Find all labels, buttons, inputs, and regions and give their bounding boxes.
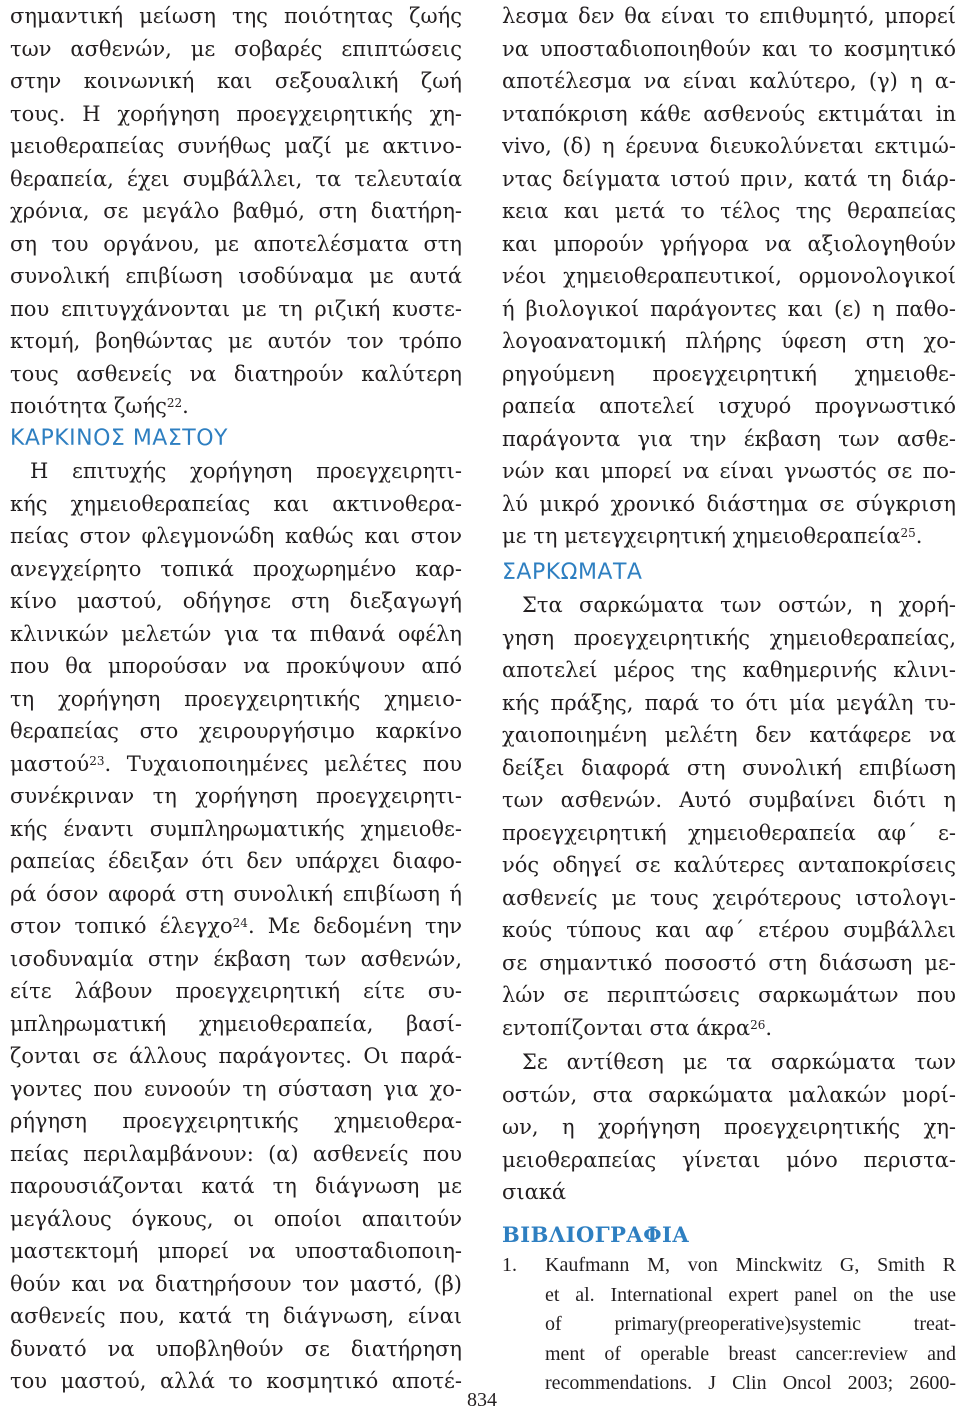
reference-line: recommendations. J Clin Oncol 2003; 2600-	[545, 1372, 956, 1394]
text-line: συνέκριναν τη χορήγηση προεγχειρητι-	[10, 784, 462, 808]
page-number: 834	[467, 1389, 497, 1411]
text-line: κλινικών μελετών για τα πιθανά οφέλη	[10, 621, 462, 646]
text-line: κεια και μετά το τέλος της θεραπείας	[502, 199, 956, 223]
text-line: ρήγηση προεγχειρητικής χημειοθερα-	[10, 1109, 462, 1133]
text-line: κής έναντι συμπληρωματικής χημειοθε-	[10, 816, 462, 841]
citation-23: 23	[89, 753, 105, 768]
text-line: νός οδηγεί σε καλύτερες ανταποκρίσεις	[502, 853, 956, 877]
citation-24: 24	[232, 916, 248, 930]
text-line: μειοθεραπείας γίνεται μόνο περιστα-	[502, 1147, 956, 1172]
text-line: θούν και να διατηρήσουν τον μαστό, (β)	[10, 1271, 462, 1296]
text-line: να υποσταδιοποιηθούν και το κοσμητικό	[502, 36, 956, 61]
text-line: κίνο μαστού, οδήγησε στη διεξαγωγή	[10, 589, 462, 613]
citation-22: 22	[166, 396, 183, 410]
text-fragment: με τη μετεγχειρητική χημειοθεραπεία	[502, 524, 901, 548]
text-line: παράγοντα για την έκβαση των ασθε-	[502, 426, 956, 451]
text-line: νταπόκριση κάθε ασθενούς εκτιμάται in	[502, 101, 956, 126]
paragraph-sarcomas	[502, 589, 956, 1044]
left-column	[10, 0, 462, 1398]
text-fragment: μαστού	[10, 751, 90, 776]
text-line: ζονται σε άλλους παράγοντες. Οι παρά-	[10, 1044, 462, 1068]
text-line: ρά όσον αφορά στη συνολική επιβίωση ή	[10, 881, 462, 906]
text-fragment: στον τοπικό έλεγχο	[10, 914, 233, 938]
text-line: ων, η χορήγηση προεγχειρητικής χη-	[502, 1115, 956, 1139]
text-line: λογοανατομική πλήρης ύφεση στη χο-	[502, 329, 956, 353]
text-line: μπληρωματική χημειοθεραπεία, βασί-	[10, 1011, 462, 1036]
text-line: των ασθενών. Αυτό συμβαίνει διότι η	[502, 788, 956, 812]
text-line: Στα σαρκώματα των οστών, η χορή-	[522, 593, 956, 617]
text-line: ρηγούμενη προεγχειρητική χημειοθε-	[502, 361, 956, 386]
text-line: χρόνια, σε μεγάλο βαθμό, στη διατήρη-	[10, 199, 462, 223]
text-line: ραπεία αποτελεί ισχυρό προγνωστικό	[502, 394, 956, 418]
text-line: τη χορήγηση προεγχειρητικής χημειο-	[10, 686, 462, 711]
text-line: τους. Η χορήγηση προεγχειρητικής χη-	[10, 101, 462, 126]
section-heading-sarcomas: ΣΑΡΚΩΜΑΤΑ	[502, 559, 643, 585]
text-line: πείας περιλαμβάνουν: (α) ασθενείς που	[10, 1141, 462, 1166]
text-line	[10, 910, 462, 943]
text-fragment: εντοπίζονται στα άκρα	[502, 1015, 751, 1040]
text-line: χαιοποιημένη μελέτη δεν κατάφερε να	[502, 723, 956, 747]
text-line: ασθενείς με τους χειρότερους ιστολογι-	[502, 885, 956, 910]
text-line: λύ μικρό χρονικό διάστημα σε σύγκριση	[502, 491, 956, 516]
text-line: νέοι χημειοθεραπευτικοί, ορμονολογικοί	[502, 264, 956, 288]
text-line: ση του οργάνου, με αποτελέσματα στη	[10, 231, 462, 256]
text-line: τους ασθενείς να διατηρούν καλύτερη	[10, 361, 462, 386]
text-line: ισοδυναμία στην έκβαση των ασθενών,	[10, 946, 462, 971]
text-line: είτε λάβουν προεγχειρητική είτε συ-	[10, 979, 462, 1003]
text-line: γοντες που ευνοούν τη σύσταση για χο-	[10, 1076, 462, 1101]
right-column	[502, 0, 956, 1399]
text-line: κούς τύπους και αφ΄ ετέρου συμβάλλει	[502, 918, 956, 942]
text-line: ή βιολογικοί παράγοντες και (ε) η παθο-	[502, 296, 956, 321]
reference-number: 1.	[502, 1254, 517, 1276]
text-line: δείξει διαφορά στη συνολική επιβίωση	[502, 755, 956, 780]
text-line: που επιτυγχάνονται με τη ριζική κυστε-	[10, 296, 462, 321]
text-line: αποτελεί μέρος της καθημερινής κλινι-	[502, 658, 956, 682]
citation-25: 25	[900, 526, 916, 540]
text-line: σε σημαντικό ποσοστό στη διάσωση με-	[502, 950, 956, 975]
paragraph-breast-cancer	[10, 455, 462, 1398]
text-line: στην κοινωνική και σεξουαλική ζωή	[10, 69, 462, 93]
text-line: ντας δείγματα ιστού πριν, κατά τη διάρ-	[502, 166, 956, 191]
text-line: ποιότητα ζωής$^{22}$.	[10, 394, 189, 418]
text-line: λεσμα δεν θα είναι το επιθυμητό, μπορεί	[502, 4, 956, 28]
text-line: των ασθενών, με σοβαρές επιπτώσεις	[10, 36, 462, 61]
text-line: που θα μπορούσαν να προκύψουν από	[10, 654, 462, 678]
text-line: λών σε περιπτώσεις σαρκωμάτων που	[502, 983, 956, 1007]
reference-line: ment of operable breast cancer:review and	[545, 1342, 956, 1365]
text-line: συνολική επιβίωση ισοδύναμα με αυτά	[10, 264, 462, 288]
text-line: εντοπίζονται στα άκρα$^{26}$.	[502, 1015, 773, 1040]
paragraph-breast-cancer-continued	[502, 0, 956, 553]
text-line: Η επιτυχής χορήγηση προεγχειρητι-	[30, 459, 462, 483]
reference-line: Kaufmann M, von Minckwitz G, Smith R	[545, 1254, 956, 1276]
citation-26: 26	[750, 1017, 766, 1032]
text-line: Σε αντίθεση με τα σαρκώματα των	[522, 1050, 956, 1074]
text-line: vivo, (δ) η έρευνα διευκολύνεται εκτιμώ-	[502, 134, 956, 158]
text-line: ασθενείς που, κατά τη διάγνωση, είναι	[10, 1304, 462, 1328]
text-line: προεγχειρητική χημειοθεραπεία αφ΄ ε-	[502, 820, 956, 845]
reference-line: of primary(preoperative)systemic treat-	[545, 1313, 956, 1335]
text-line: με τη μετεγχειρητική χημειοθεραπεία$^{25}$.	[502, 524, 923, 548]
section-heading-bibliography: ΒΙΒΛΙΟΓΡΑΦΙΑ	[502, 1221, 690, 1247]
section-heading-breast-cancer: ΚΑΡΚΙΝΟΣ ΜΑΣΤΟΥ	[10, 425, 228, 451]
bibliography-reference-1	[502, 1251, 956, 1399]
text-line: του μαστού, αλλά το κοσμητικό αποτέ-	[10, 1369, 462, 1393]
paragraph-soft-tissue-sarcomas	[502, 1046, 956, 1209]
text-line: γηση προεγχειρητικής χημειοθεραπείας,	[502, 625, 956, 650]
text-line: μαστεκτομή μπορεί να υποσταδιοποιη-	[10, 1239, 462, 1263]
text-line: κής πράξης, παρά το ότι μία μεγάλη τυ-	[502, 690, 956, 715]
text-line: νών και μπορεί να είναι γνωστός σε πο-	[502, 459, 956, 483]
text-line: κτομή, βοηθώντας με αυτόν τον τρόπο	[10, 329, 462, 353]
text-line: αποτέλεσμα να είναι καλύτερο, (γ) η α-	[502, 69, 956, 93]
text-line: μεγάλους όγκους, οι οποίοι απαιτούν	[10, 1206, 462, 1231]
text-line	[10, 748, 462, 781]
text-line: οστών, στα σαρκώματα μαλακών μορί-	[502, 1082, 956, 1107]
text-line: πείας στον φλεγμονώδη καθώς και στον	[10, 524, 462, 548]
text-line: θεραπείας στο χειρουργήσιμο καρκίνο	[10, 719, 462, 743]
paragraph-bladder	[10, 0, 462, 423]
text-line: μειοθεραπείας συνήθως μαζί με ακτινο-	[10, 134, 462, 158]
text-line: κής χημειοθεραπείας και ακτινοθερα-	[10, 491, 462, 516]
text-line: ανεγχείρητο τοπικά προχωρημένο καρ-	[10, 556, 462, 581]
text-line: θεραπεία, έχει συμβάλλει, τα τελευταία	[10, 166, 462, 191]
text-line: ραπείας έδειξαν ότι δεν υπάρχει διαφο-	[10, 849, 462, 873]
text-line: παρουσιάζονται κατά τη διάγνωση με	[10, 1174, 462, 1198]
text-line: σιακά	[502, 1180, 567, 1204]
text-line: δυνατό να υποβληθούν σε διατήρηση	[10, 1336, 462, 1361]
text-fragment: . Τυχαιοποιημένες μελέτες που	[104, 751, 462, 776]
text-line: και μπορούν γρήγορα να αξιολογηθούν	[502, 231, 956, 256]
text-fragment: ποιότητα ζωής	[10, 394, 167, 418]
text-fragment: . Με δεδομένη την	[247, 914, 462, 938]
reference-line: et al. International expert panel on the use	[545, 1283, 956, 1306]
text-line: σημαντική μείωση της ποιότητας ζωής	[10, 4, 462, 28]
